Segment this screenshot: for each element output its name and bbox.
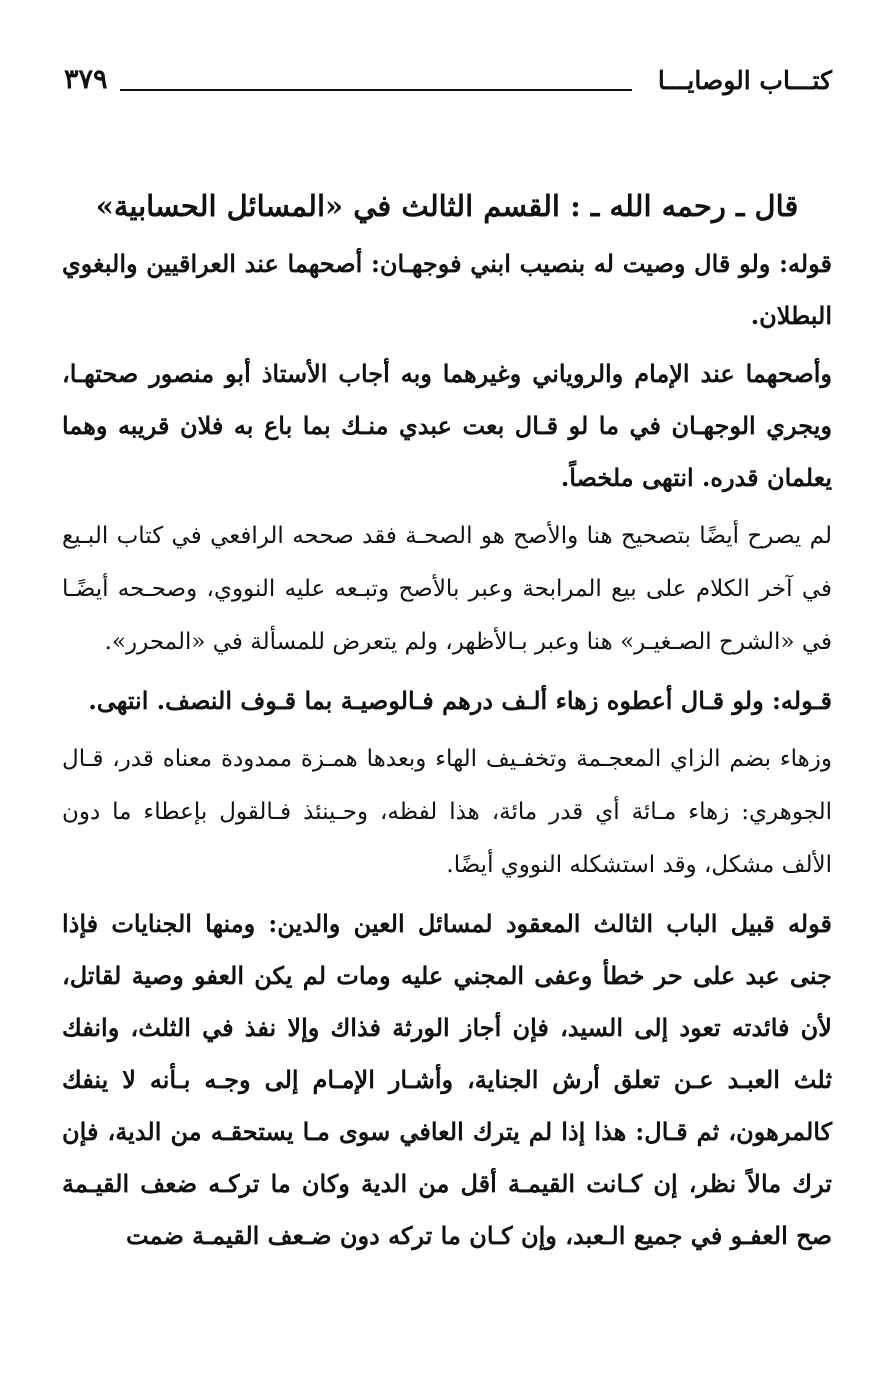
page-body bbox=[62, 182, 832, 1268]
paragraph: قوله قبيل الباب الثالث المعقود لمسائل العين والدين: ومنها الجنايات فإذا جنى عبد على حر خطأ وعفى المجني عليه ومات لم يكن العفو وصية لقاتل، لأن فائدته تعود إلى السيد، فإن أجاز الورثة فذاك وإلا نفذ في الثلث، وانفك ثلث العبـد عـن تعلق أرش الجناية، وأشـار الإمـام إلى وجـه بـأنه لا ينفك كالمرهون، ثم قـال: هذا إذا لم يترك العافي سوى مـا يستحقـه من الدية، فإن ترك مالاً نظر، إن كـانت القيمـة أقل من الدية وكان ما تركـه ضعف القيـمة صح العفـو في جميع الـعبد، وإن كـان ما تركه دون ضـعف القيمـة ضمت bbox=[62, 909, 832, 1250]
section-heading: قال ـ رحمه الله ـ : القسم الثالث في «المسائل الحسابية» bbox=[95, 189, 799, 223]
page-number: ٣٧٩ bbox=[64, 64, 108, 95]
commentary-paragraph: وزهاء بضم الزاي المعجـمة وتخفـيف الهاء وبعدها همـزة ممدودة معناه قدر، قـال الجوهري: زهاء مـائة أي قدر مائة، هذا لفظه، وحـينئذ فـالقول بإعطاء ما دون الألف مشكل، وقد استشكله النووي أيضًا. bbox=[62, 746, 832, 878]
commentary-paragraph: لم يصرح أيضًا بتصحيح هنا والأصح هو الصحـة فقد صححه الرافعي في كتاب البـيع في آخر الكلام على بيع المرابحة وعبر بالأصح وتبـعه عليه النووي، وصحـحه أيضًـا في «الشرح الصـغيـر» هنا وعبر بـالأظهر، ولم يتعرض للمسألة في «المحرر». bbox=[62, 523, 832, 655]
page-header bbox=[62, 62, 832, 118]
running-title: كتـــاب الوصايـــا bbox=[657, 66, 832, 95]
paragraph: وأصحهما عند الإمام والروياني وغيرهما وبه أجاب الأستاذ أبو منصور صحتهـا، ويجري الوجهـان في ما لو قـال بعت عبدي منـك بما باع به فلان قريبه وهما يعلمان قدره. انتهى ملخصاً. bbox=[62, 359, 832, 492]
book-page bbox=[62, 62, 832, 1250]
paragraph: قوله: ولو قال وصيت له بنصيب ابني فوجهـان: أصحهما عند العراقيين والبغوي البطلان. bbox=[62, 249, 832, 330]
paragraph: قـوله: ولو قـال أعطوه زهاء ألـف درهم فـالوصيـة بما قـوف النصف. انتهى. bbox=[88, 686, 832, 715]
header-rule bbox=[120, 89, 632, 91]
